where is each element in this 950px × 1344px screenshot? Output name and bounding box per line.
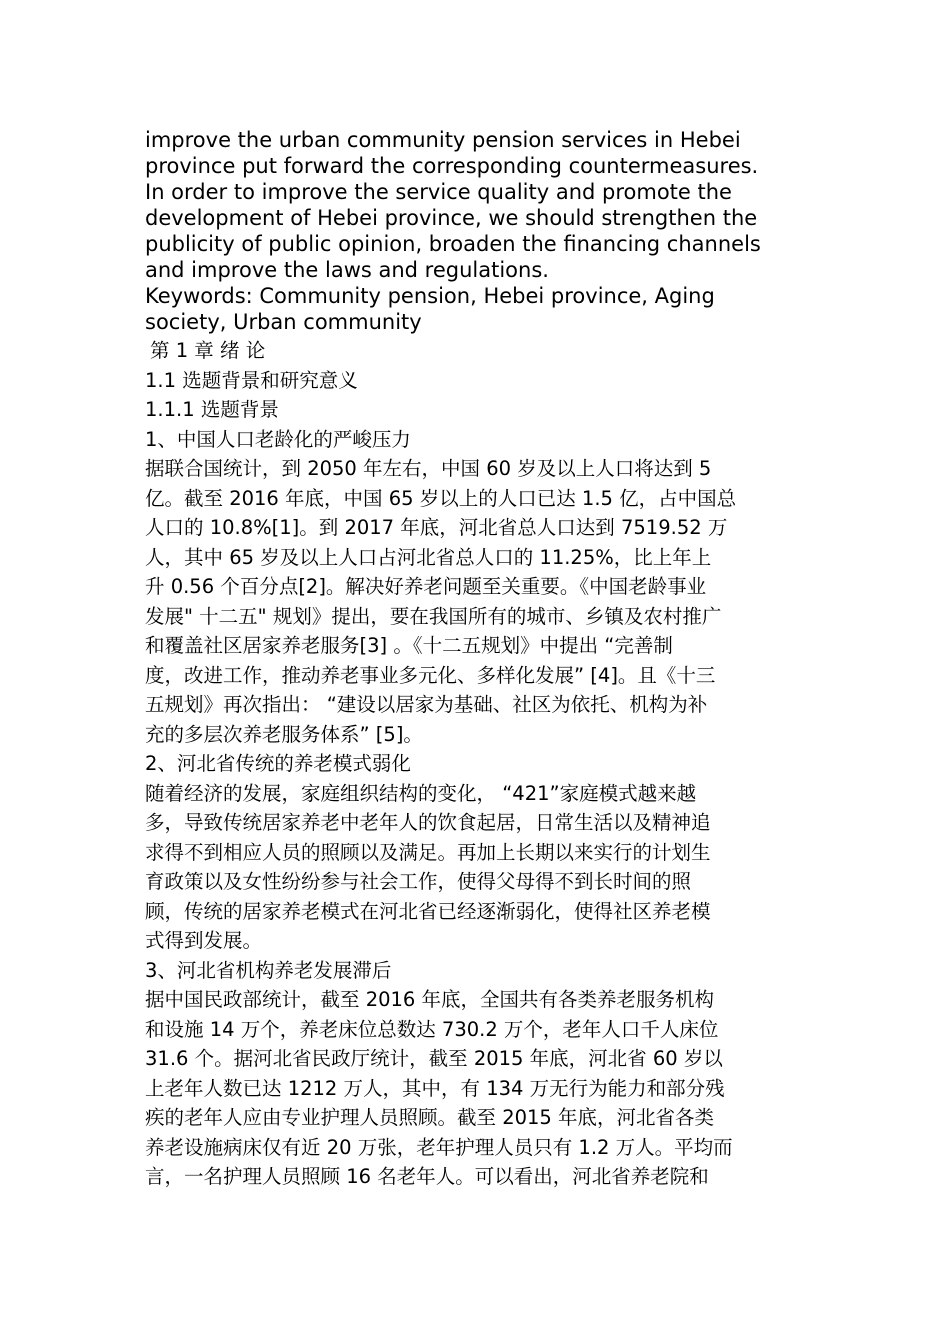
paragraph-line: 上老年人数已达 1212 万人，其中，有 134 万无行为能力和部分残 bbox=[145, 1076, 725, 1100]
chapter-body bbox=[145, 336, 825, 1192]
abstract-line: publicity of public opinion, broaden the financing channels bbox=[145, 232, 761, 256]
paragraph-line: 求得不到相应人员的照顾以及满足。再加上长期以来实行的计划生 bbox=[145, 840, 711, 864]
paragraph-line: 和设施 14 万个，养老床位总数达 730.2 万个，老年人口千人床位 bbox=[145, 1017, 719, 1041]
abstract-line: and improve the laws and regulations. bbox=[145, 258, 549, 282]
point-heading-3: 3、河北省机构养老发展滞后 bbox=[145, 958, 392, 982]
paragraph-line: 随着经济的发展，家庭组织结构的变化， “421”家庭模式越来越 bbox=[145, 781, 697, 805]
abstract-line: development of Hebei province, we should strengthen the bbox=[145, 206, 758, 230]
paragraph-line: 和覆盖社区居家养老服务[3] 。《十二五规划》中提出 “完善制 bbox=[145, 634, 673, 657]
paragraph-line: 人口的 10.8%[1]。到 2017 年底，河北省总人口达到 7519.52 万 bbox=[145, 516, 728, 539]
keywords-line: Keywords: Community pension, Hebei province, Aging bbox=[145, 284, 715, 308]
paragraph-line: 度，改进工作，推动养老事业多元化、多样化发展” [4]。且《十三 bbox=[145, 663, 716, 687]
paragraph-line: 式得到发展。 bbox=[145, 929, 263, 952]
keywords-line: society, Urban community bbox=[145, 310, 422, 334]
paragraph-line: 人，其中 65 岁及以上人口占河北省总人口的 11.25%，比上年上 bbox=[145, 545, 712, 569]
section-heading: 1.1 选题背景和研究意义 bbox=[145, 368, 358, 392]
paragraph-line: 育政策以及女性纷纷参与社会工作，使得父母得不到长时间的照 bbox=[145, 870, 692, 893]
paragraph-line: 言，一名护理人员照顾 16 名老年人。可以看出，河北省养老院和 bbox=[145, 1165, 709, 1188]
paragraph-line: 五规划》再次指出： “建设以居家为基础、社区为依托、机构为补 bbox=[145, 693, 708, 716]
paragraph-line: 发展" 十二五" 规划》提出，要在我国所有的城市、乡镇及农村推广 bbox=[145, 604, 722, 628]
point-heading-2: 2、河北省传统的养老模式弱化 bbox=[145, 752, 411, 775]
abstract-line: province put forward the corresponding countermeasures. bbox=[145, 154, 759, 178]
paragraph-line: 据联合国统计，到 2050 年左右，中国 60 岁及以上人口将达到 5 bbox=[145, 457, 712, 480]
abstract-line: In order to improve the service quality and promote the bbox=[145, 180, 732, 204]
subsection-heading: 1.1.1 选题背景 bbox=[145, 398, 279, 421]
paragraph-line: 充的多层次养老服务体系” [5]。 bbox=[145, 722, 423, 746]
paragraph-line: 顾，传统的居家养老模式在河北省已经逐渐弱化，使得社区养老模 bbox=[145, 899, 711, 923]
paragraph-line: 31.6 个。据河北省民政厅统计，截至 2015 年底，河北省 60 岁以 bbox=[145, 1047, 723, 1070]
paragraph-line: 据中国民政部统计，截至 2016 年底，全国共有各类养老服务机构 bbox=[145, 988, 715, 1011]
point-heading-1: 1、中国人口老龄化的严峻压力 bbox=[145, 427, 411, 451]
paragraph-line: 多，导致传统居家养老中老年人的饮食起居，日常生活以及精神追 bbox=[145, 811, 711, 834]
paragraph-line: 养老设施病床仅有近 20 万张，老年护理人员只有 1.2 万人。平均而 bbox=[145, 1135, 733, 1159]
paragraph-line: 疾的老年人应由专业护理人员照顾。截至 2015 年底，河北省各类 bbox=[145, 1106, 715, 1129]
abstract-line: improve the urban community pension services in Hebei bbox=[145, 128, 741, 152]
paragraph-line: 亿。截至 2016 年底，中国 65 岁以上的人口已达 1.5 亿，占中国总 bbox=[145, 486, 737, 510]
chapter-title: 第 1 章 绪 论 bbox=[150, 339, 266, 362]
english-abstract bbox=[145, 127, 815, 335]
paragraph-line: 升 0.56 个百分点[2]。解决好养老问题至关重要。《中国老龄事业 bbox=[145, 575, 707, 598]
